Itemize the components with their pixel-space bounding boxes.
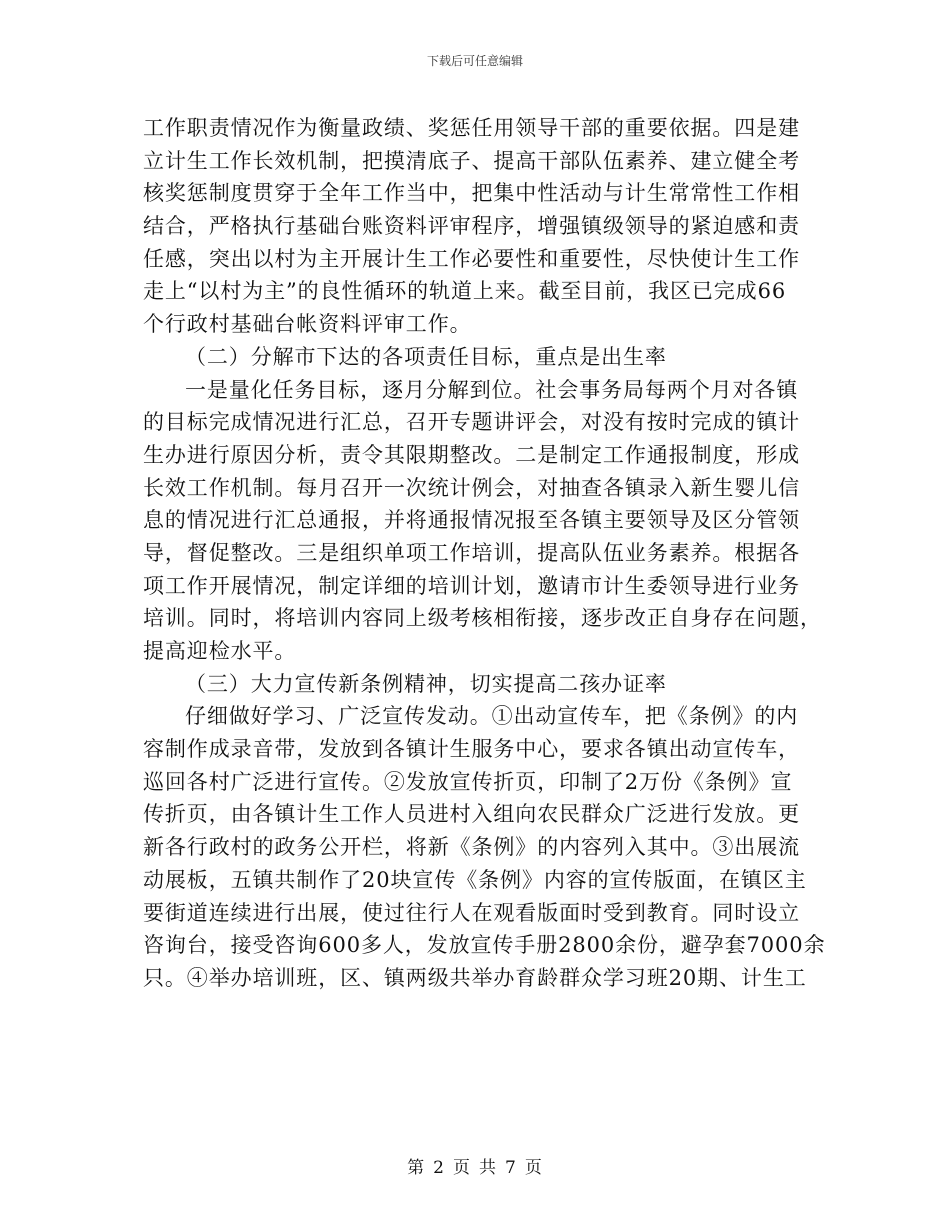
text-line: 新各行政村的政务公开栏，将新《条例》的内容列入其中。③出展流: [143, 835, 800, 860]
page-number: 2: [433, 1158, 445, 1178]
page-header: 下载后可任意编辑: [426, 54, 523, 68]
text-line: 核奖惩制度贯穿于全年工作当中，把集中性活动与计生常常性工作相: [143, 181, 800, 206]
text-line: 个行政村基础台帐资料评审工作。: [143, 312, 472, 337]
text-line: 息的情况进行汇总通报，并将通报情况报至各镇主要领导及区分管领: [143, 508, 800, 533]
page-footer: [0, 1153, 950, 1178]
text-line: 只。④举办培训班，区、镇两级共举办育龄群众学习班20期、计生工: [143, 965, 807, 990]
text-line: 一是量化任务目标，逐月分解到位。社会事务局每两个月对各镇: [185, 377, 799, 402]
text-line: 长效工作机制。每月召开一次统计例会，对抽查各镇录入新生婴儿信: [143, 475, 800, 500]
section-heading: （三）大力宣传新条例精神，切实提高二孩办证率: [185, 671, 667, 696]
text-line: 立计生工作长效机制，把摸清底子、提高干部队伍素养、建立健全考: [143, 148, 800, 173]
text-line: 培训。同时，将培训内容同上级考核相衔接，逐步改正自身存在问题，: [143, 606, 822, 631]
text-line: 任感，突出以村为主开展计生工作必要性和重要性，尽快使计生工作: [143, 246, 800, 271]
section-heading: （二）分解市下达的各项责任目标，重点是出生率: [185, 344, 667, 369]
total-label: 共: [479, 1158, 497, 1178]
text-line: 导，督促整改。三是组织单项工作培训，提高队伍业务素养。根据各: [143, 540, 800, 565]
text-line: 容制作成录音带，发放到各镇计生服务中心，要求各镇出动宣传车，: [143, 737, 800, 762]
text-line: 要街道连续进行出展，使过往行人在观看版面时受到教育。同时设立: [143, 900, 800, 925]
text-line: 提高迎检水平。: [143, 639, 297, 663]
text-line: 项工作开展情况，制定详细的培训计划，邀请市计生委领导进行业务: [143, 573, 800, 598]
text-line: 传折页，由各镇计生工作人员进村入组向农民群众广泛进行发放。更: [143, 802, 800, 827]
text-line: 的目标完成情况进行汇总，召开专题讲评会，对没有按时完成的镇计: [143, 410, 800, 435]
text-line: 咨询台，接受咨询600多人，发放宣传手册2800余份，避孕套7000余: [143, 933, 826, 958]
page-unit: 页: [453, 1158, 471, 1178]
text-line: 生办进行原因分析，责令其限期整改。二是制定工作通报制度，形成: [143, 442, 800, 467]
text-line: 动展板，五镇共制作了20块宣传《条例》内容的宣传版面，在镇区主: [143, 867, 807, 892]
text-line: 结合，严格执行基础台账资料评审程序，增强镇级领导的紧迫感和责: [143, 214, 800, 239]
text-line: 仔细做好学习、广泛宣传发动。①出动宣传车，把《条例》的内: [185, 704, 799, 729]
text-line: 工作职责情况作为衡量政绩、奖惩任用领导干部的重要依据。四是建: [143, 116, 800, 140]
total-unit: 页: [524, 1158, 543, 1178]
body-text: [143, 112, 826, 995]
page-label: 第: [407, 1158, 426, 1178]
text-line: 走上“以村为主”的良性循环的轨道上来。截至目前，我区已完成66: [143, 279, 787, 304]
total-pages: 7: [505, 1158, 517, 1178]
text-line: 巡回各村广泛进行宣传。②发放宣传折页，印制了2万份《条例》宣: [143, 769, 793, 794]
